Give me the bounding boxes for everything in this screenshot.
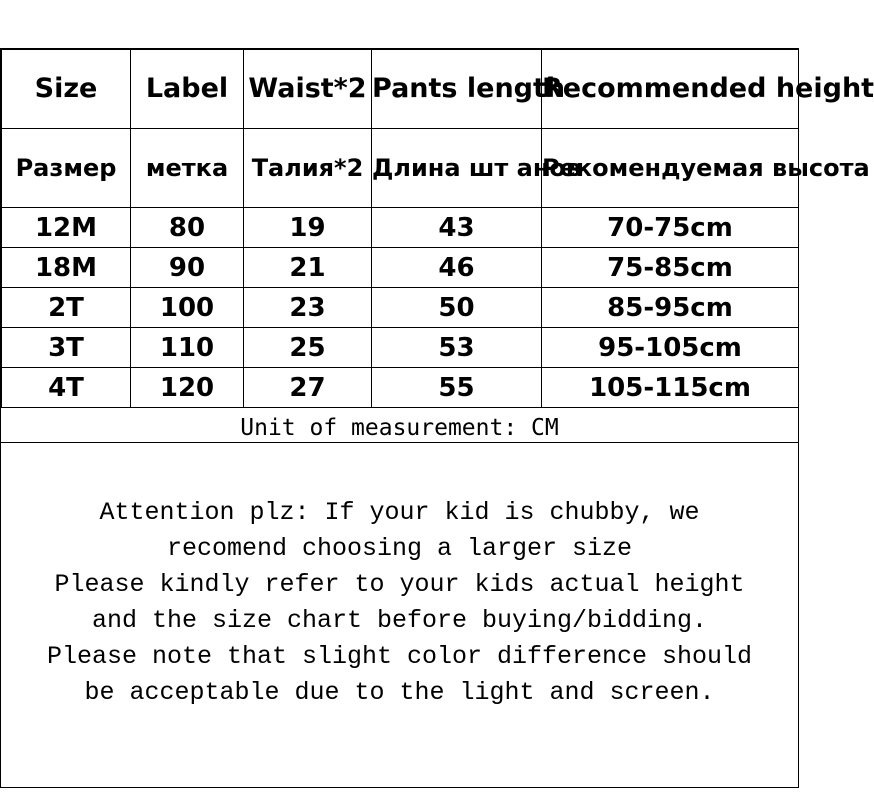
cell-size: 2T [2, 288, 131, 328]
header-waist-ru: Талия*2 [244, 129, 372, 208]
cell-label: 100 [131, 288, 244, 328]
header-waist: Waist*2 [244, 50, 372, 129]
note-line: Please note that slight color difference should [46, 642, 753, 671]
unit-note: Unit of measurement: CM [1, 414, 798, 443]
header-label: Label [131, 50, 244, 129]
header-pants-length-ru: Длина шт анов [372, 129, 542, 208]
cell-waist: 27 [244, 368, 372, 408]
cell-size: 4T [2, 368, 131, 408]
note-line: recomend choosing a larger size [166, 534, 633, 563]
table-row [2, 328, 799, 368]
header-recommended-height: Recommended height [542, 50, 799, 129]
cell-size: 3T [2, 328, 131, 368]
header-row-english [2, 50, 799, 129]
cell-label: 110 [131, 328, 244, 368]
notes-block [1, 495, 798, 711]
cell-pants-length: 50 [372, 288, 542, 328]
cell-pants-length: 53 [372, 328, 542, 368]
header-recommended-height-ru: Рекомендуемая высота [542, 129, 799, 208]
cell-height: 75-85cm [542, 248, 799, 288]
cell-pants-length: 46 [372, 248, 542, 288]
note-line: be acceptable due to the light and screen. [84, 678, 715, 707]
cell-waist: 23 [244, 288, 372, 328]
cell-height: 70-75cm [542, 208, 799, 248]
cell-pants-length: 43 [372, 208, 542, 248]
cell-height: 95-105cm [542, 328, 799, 368]
cell-waist: 19 [244, 208, 372, 248]
note-line: Attention plz: If your kid is chubby, we [99, 498, 700, 527]
cell-waist: 21 [244, 248, 372, 288]
header-size-ru: Размер [2, 129, 131, 208]
header-row-russian [2, 129, 799, 208]
cell-height: 85-95cm [542, 288, 799, 328]
cell-label: 90 [131, 248, 244, 288]
header-pants-length: Pants length [372, 50, 542, 129]
table-row [2, 288, 799, 328]
cell-height: 105-115cm [542, 368, 799, 408]
header-label-ru: метка [131, 129, 244, 208]
cell-size: 18M [2, 248, 131, 288]
cell-waist: 25 [244, 328, 372, 368]
table-row [2, 368, 799, 408]
header-size: Size [2, 50, 131, 129]
table-row [2, 208, 799, 248]
size-chart [0, 48, 874, 788]
size-table [1, 49, 874, 408]
table-row [2, 248, 799, 288]
cell-label: 120 [131, 368, 244, 408]
note-line: Please kindly refer to your kids actual height [54, 570, 745, 599]
cell-label: 80 [131, 208, 244, 248]
note-line: and the size chart before buying/bidding. [91, 606, 708, 635]
cell-pants-length: 55 [372, 368, 542, 408]
cell-size: 12M [2, 208, 131, 248]
